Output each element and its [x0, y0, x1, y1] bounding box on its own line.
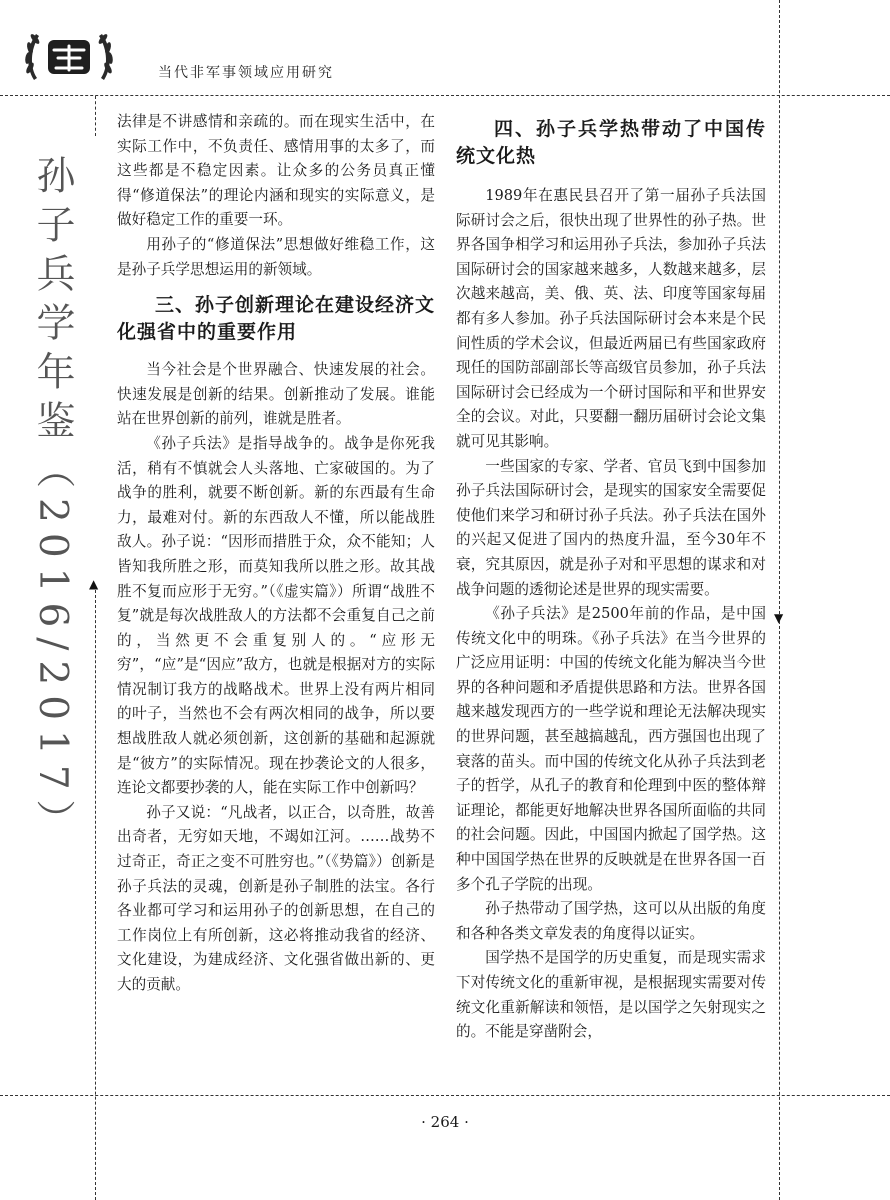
- paragraph: 1989年在惠民县召开了第一届孙子兵法国际研讨会之后，很快出现了世界性的孙子热。世界各国争相学习和运用孙子兵法，参加孙子兵法国际研讨会的国家越来越多，人数越来越多，层次越来越高，美、俄、英、法、印度等国家每届都有多人参加。孙子兵法国际研讨会本来是个民间性质的学术会议，但最近两届已有些国家政府现任的国防部副部长等高级官员参加，孙子兵法国际研讨会已经成为一个研讨国际和平和世界安全的会议。对此，只要翻一翻历届研讨会论文集就可见其影响。: [456, 187, 766, 450]
- page-number: · 264 ·: [421, 1113, 469, 1131]
- paragraph: 法律是不讲感情和亲疏的。而在现实生活中，在实际工作中，不负责任、感情用事的太多了，而这些都是不稳定因素。让众多的公务员真正懂得“修道保法”的理论内涵和现实的实际意义，是做好稳定工作的重要一环。: [117, 113, 435, 229]
- paragraph: 《孙子兵法》是2500年前的作品，是中国传统文化中的明珠。《孙子兵法》在当今世界的广泛应用证明：中国的传统文化能为解决当今世界的各种问题和矛盾提供思路和方法。世界各国越来越发现西方的一些学说和理论无法解决现实的世界问题，甚至越搞越乱，西方强国也出现了衰落的苗头。而中国的传统文化从孙子兵法到老子的哲学，从孔子的教育和伦理到中医的整体辩证理论，都能更好地解决世界各国所面临的共同的社会问题。因此，中国国内掀起了国学热。这种中国国学热在世界的反映就是在世界各国一百多个孔子学院的出现。: [456, 605, 766, 893]
- paragraph: 孙子热带动了国学热，这可以从出版的角度和各种各类文章发表的角度得以证实。: [456, 900, 766, 942]
- section-heading-3: 三、孙子创新理论在建设经济文化强省中的重要作用: [117, 294, 436, 344]
- running-head: 当代非军事领域应用研究: [158, 65, 334, 81]
- paragraph: 《孙子兵法》是指导战争的。战争是你死我活，稍有不慎就会人头落地、亡家破国的。为了战争的胜利，就要不断创新。新的东西最有生命力，最难对付。新的东西敌人不懂，所以能战胜敌人。孙子说：“因形而措胜于众，众不能知；人皆知我所胜之形，而莫知我所以胜之形。故其战胜不复而应形于无穷。”（《虚实篇》）所谓“战胜不复”就是每次战胜敌人的方法都不会重复自己之前的，当然更不会重复别人的。“应形无穷”，“应”是“因应”敌方，也就是根据对方的实际情况制订我方的战略战术。世界上没有两片相同的叶子，当然也不会有两次相同的战争，所以要想战胜敌人就必须创新，这创新的基础和起源就是“彼方”的实际情况。现在抄袭论文的人很多，连论文都要抄袭的人，能在实际工作中创新吗？: [117, 434, 435, 797]
- paragraph: 一些国家的专家、学者、官员飞到中国参加孙子兵法国际研讨会，是现实的国家安全需要促使他们来学习和研讨孙子兵法。孙子兵法在国外的兴起又促进了国内的热度升温，至今30年不衰，究其原因，就是孙子对和平思想的谋求和对战争问题的透彻论述是世界的现实需要。: [456, 457, 766, 598]
- bottom-dashed-rule: [0, 1095, 890, 1096]
- up-arrow-icon: ▲: [89, 577, 99, 591]
- right-column: [456, 112, 766, 1045]
- paragraph: 孙子又说：“凡战者，以正合，以奇胜，故善出奇者，无穷如天地，不竭如江河。……战势不过奇正，奇正之变不可胜穷也。”（《势篇》）创新是孙子兵法的灵魂，创新是孙子制胜的法宝。各行各业都可学习和运用孙子的创新思想，在自己的工作岗位上有所创新，这必将推动我省的经济、文化建设，为建成经济、文化强省做出新的、更大的贡献。: [117, 803, 435, 993]
- paragraph: 国学热不是国学的历史重复，而是现实需求下对传统文化的重新审视，是根据现实需要对传统文化重新解读和领悟，是以国学之矢射现实之的。不能是穿凿附会，: [456, 949, 766, 1041]
- laurel-emblem-icon: [14, 18, 124, 94]
- left-dashed-rule-lower: [95, 590, 96, 1200]
- paragraph: 用孙子的“修道保法”思想做好维稳工作，这是孙子兵学思想运用的新领域。: [117, 235, 435, 278]
- down-arrow-icon: ▼: [774, 611, 784, 625]
- paragraph: 当今社会是个世界融合、快速发展的社会。快速发展是创新的结果。创新推动了发展。谁能站在世界创新的前列，谁就是胜者。: [117, 361, 435, 428]
- right-dashed-rule: [779, 0, 780, 1200]
- left-column: [117, 110, 435, 998]
- left-dashed-rule-upper: [95, 96, 96, 136]
- section-heading-4: 四、孙子兵学热带动了中国传统文化热: [456, 118, 766, 167]
- top-dashed-rule: [0, 95, 890, 96]
- yearbook-side-title: 孙子兵学年鉴（2016/2017）: [30, 155, 75, 849]
